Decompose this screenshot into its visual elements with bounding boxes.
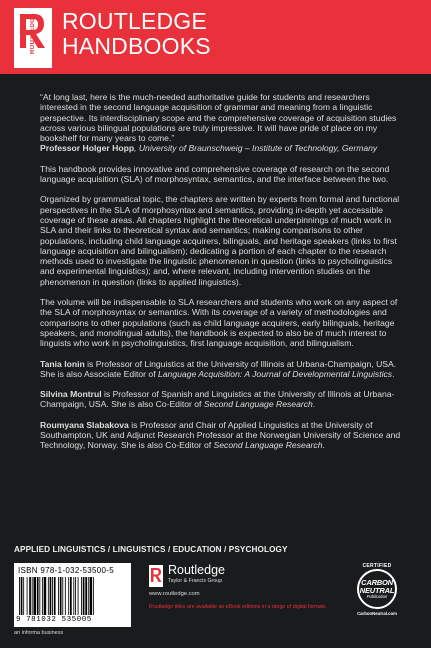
routledge-small-logo xyxy=(149,565,163,592)
carbon-neutral-badge xyxy=(352,563,402,625)
endorsement-quote xyxy=(40,92,402,154)
bio-end: . xyxy=(322,440,325,451)
barcode-bar xyxy=(58,577,59,615)
editor-bio xyxy=(40,420,402,451)
quote-text: “At long last, here is the much-needed authoritative guide for students and researchers interested in the second language acquisition of grammar and meaning from a linguistic perspective. Its interdisciplinary scope and the comprehensive coverage of acquisition studies across various bilingual populations are truly impressive. It will have pride of place on my bookshelf for many years to come.” xyxy=(40,92,397,144)
barcode-bar xyxy=(33,577,36,615)
editor-journal: Second Language Research xyxy=(203,399,313,410)
barcode-bar xyxy=(62,577,63,615)
editor-bio xyxy=(40,389,402,410)
barcode-bar xyxy=(21,577,23,615)
carbon-circle-icon xyxy=(357,569,397,609)
brand-line-2: HANDBOOKS xyxy=(62,33,211,59)
bio-end: . xyxy=(312,399,316,410)
carbon-sub: Publication xyxy=(366,594,388,599)
bio-end: . xyxy=(392,368,395,379)
barcode-bar xyxy=(65,577,66,615)
carbon-main-1: CARBON xyxy=(361,578,393,587)
barcode-bar xyxy=(78,577,79,615)
barcode-bar xyxy=(83,577,85,615)
quote-author: Professor Holger Hopp xyxy=(40,143,135,154)
informa-text: an informa business xyxy=(14,630,64,636)
editor-bio-text: is Professor of Linguistics at the University of Illinois at Urbana-Champaign, USA. She is also Associate Editor of xyxy=(40,358,397,379)
barcode-number: 9 781032 535005 xyxy=(16,616,92,624)
barcode-bar xyxy=(32,577,33,615)
barcode-bar xyxy=(44,577,47,615)
barcode-bar xyxy=(50,577,52,615)
description-paragraph: The volume will be indispensable to SLA researchers and students who work on any aspect of the SLA of morphosyntax or semantics. With its coverage of a variety of methodologies and comparisons to other populations (such as child language acquirers, early bilinguals, heritage speakers, and monolingual adults), the handbook is expected to also be of much interest to linguists who work in psycholinguistics, first language acquisition, and bilingualism. xyxy=(40,297,398,349)
routledge-small-logo-icon xyxy=(149,565,163,587)
barcode-bar xyxy=(52,577,53,615)
editor-name: Roumyana Slabakova xyxy=(40,419,129,430)
brand-line-1: ROUTLEDGE xyxy=(62,8,207,34)
ebook-note: Routledge titles are available as eBook editions in a range of digital formats xyxy=(149,604,326,610)
barcode-bar xyxy=(60,577,62,615)
barcode-bar xyxy=(23,577,24,615)
description-paragraph: This handbook provides innovative and comprehensive coverage of research on the second language acquisition (SLA) of morphosyntax, semantics, and the interface between the two. xyxy=(40,163,390,185)
barcode-bar xyxy=(93,577,94,615)
barcode-bar xyxy=(68,577,69,615)
barcode-bar xyxy=(48,577,49,615)
barcode-bar xyxy=(70,577,72,615)
barcode-bar xyxy=(75,577,76,615)
barcode-bar xyxy=(81,577,82,615)
barcode-bar xyxy=(27,577,28,615)
barcode-icon xyxy=(18,577,127,615)
barcode-bar xyxy=(88,577,89,615)
barcode-bar xyxy=(90,577,93,615)
subject-categories: APPLIED LINGUISTICS / LINGUISTICS / EDUCATION / PSYCHOLOGY xyxy=(14,545,288,554)
editor-journal: Language Acquisition: A Journal of Developmental Linguistics xyxy=(158,368,393,379)
editor-bio xyxy=(40,359,402,380)
carbon-url: CarbonNeutral.com xyxy=(357,611,397,616)
back-cover-text xyxy=(40,92,402,461)
editor-bio-text: is Professor and Chair of Applied Linguistics at the University of Southampton, UK and Adjunct Research Professor at the Norwegian University of Science and Technology, Norway. She is also Co-Editor of xyxy=(40,419,401,451)
publisher-name: Routledge xyxy=(168,563,225,577)
editor-bio-text: is Professor of Spanish and Linguistics at the University of Illinois at Urbana-Champaign, USA. She is also Co-Editor of xyxy=(40,389,395,410)
editor-name: Tania Ionin xyxy=(40,358,85,369)
barcode-bar xyxy=(37,577,39,615)
carbon-main-2: NEUTRAL xyxy=(359,585,395,595)
header-banner xyxy=(0,0,431,74)
logo-vertical-text: ROUTLEDGE xyxy=(30,14,36,55)
barcode-bar xyxy=(29,577,31,615)
isbn-label: ISBN 978-1-032-53500-5 xyxy=(18,566,114,575)
barcode-bar xyxy=(85,577,87,615)
barcode-bar xyxy=(73,577,74,615)
publisher-group: Taylor & Francis Group xyxy=(168,578,223,584)
publisher-url[interactable]: www.routledge.com xyxy=(149,591,200,597)
editor-journal: Second Language Research xyxy=(213,440,323,451)
quote-affiliation: , University of Braunschweig – Institute of Technology, Germany xyxy=(134,143,378,154)
barcode-bar xyxy=(39,577,40,615)
barcode-bar xyxy=(54,577,56,615)
barcode-bar xyxy=(19,577,20,615)
editor-name: Silvina Montrul xyxy=(40,389,102,400)
description-paragraph: Organized by grammatical topic, the chapters are written by experts from formal and functional perspectives in the SLA of morphosyntax and semantics, providing in-depth yet accessible coverage of these areas. All chapters highlight the theoretical underpinnings of much work in SLA and their links to theoretical syntax and semantics; making comparisons to other populations, including child language acquirers, bilinguals, and heritage speakers (links to first language acquisition and bilingualism); dedicating a portion of each chapter to the research methods used to investigate the linguistic phenomenon in question (links to psycholinguistics and experimental linguistics); and, where relevant, including intervention studies on the phenomenon in question (links to applied linguistics). xyxy=(40,194,400,287)
barcode-bar xyxy=(42,577,43,615)
carbon-certified: CERTIFIED xyxy=(362,563,392,569)
barcode-box xyxy=(14,563,131,627)
